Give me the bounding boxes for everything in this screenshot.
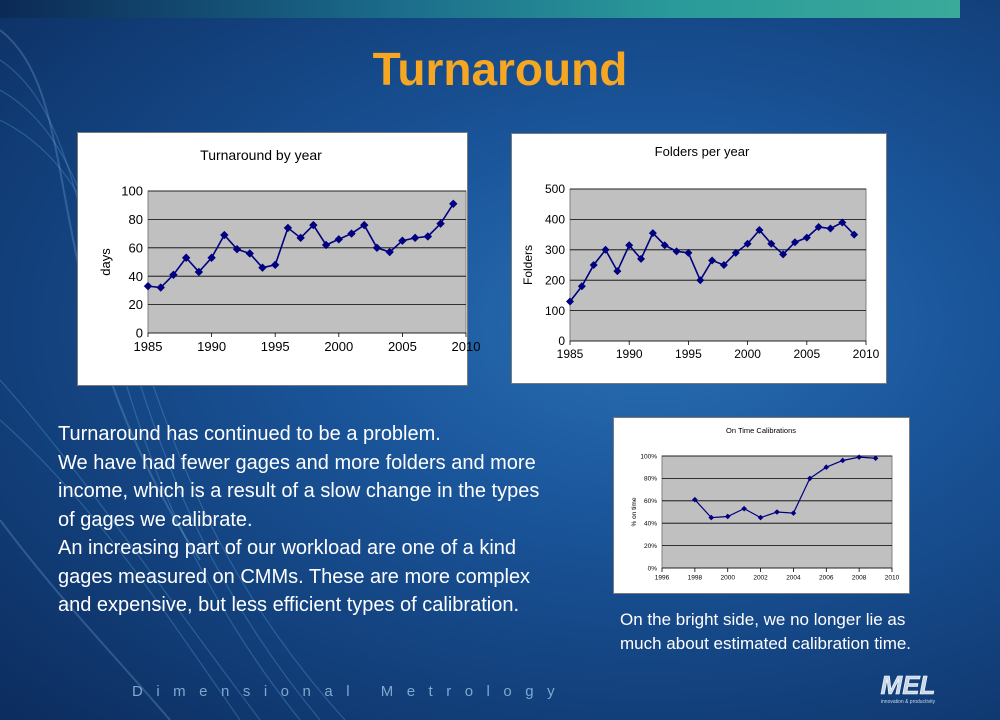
x-tick-label: 1990 — [197, 339, 227, 354]
logo-tagline: innovation & productivity — [880, 699, 936, 705]
folders-chart-svg — [512, 134, 886, 383]
x-tick-label: 2000 — [720, 574, 735, 582]
y-tick-label: 300 — [544, 243, 565, 257]
x-tick-label: 2002 — [753, 574, 768, 582]
body-paragraph-2: We have had fewer gages and more folders and more income, which is a result of a slow change in the types of gages we calibrate. — [58, 451, 540, 531]
y-tick-label: 0 — [558, 334, 565, 349]
y-tick-label: 100 — [121, 183, 143, 199]
x-tick-label: 2008 — [851, 574, 867, 582]
slide-title: Turnaround — [372, 43, 628, 95]
y-tick-label: 20 — [128, 297, 143, 313]
y-tick-label: 60% — [643, 498, 657, 506]
chart-title: Folders per year — [654, 144, 750, 159]
y-tick-label: 80 — [128, 211, 143, 227]
body-paragraph-1: Turnaround has continued to be a problem. — [58, 423, 441, 445]
y-tick-label: 40% — [643, 520, 657, 528]
logo-text: MEL — [880, 670, 936, 700]
y-tick-label: 20% — [643, 542, 657, 550]
x-tick-label: 2006 — [819, 574, 834, 582]
y-tick-label: 200 — [544, 273, 565, 288]
x-tick-label: 2004 — [786, 574, 801, 582]
y-tick-label: 80% — [643, 475, 657, 483]
turnaround-chart-svg — [78, 133, 481, 385]
x-tick-label: 2005 — [793, 347, 821, 361]
y-tick-label: 0 — [135, 325, 143, 341]
x-tick-label: 1995 — [260, 339, 290, 354]
chart-title: Turnaround by year — [200, 147, 322, 163]
y-tick-label: 0% — [647, 565, 657, 573]
y-tick-label: 40 — [128, 268, 143, 284]
x-tick-label: 1990 — [615, 347, 643, 361]
x-tick-label: 2000 — [734, 347, 761, 361]
y-tick-label: 500 — [544, 182, 565, 197]
y-axis-label: % on time — [631, 497, 638, 527]
folders-chart — [511, 133, 887, 384]
y-axis-label: days — [98, 248, 113, 276]
x-tick-label: 2010 — [884, 574, 900, 582]
ontime-chart — [613, 417, 910, 594]
side-note: On the bright side, we no longer lie as much about estimated calibration time. — [620, 610, 912, 653]
footer-text: Dimensional Metrology — [132, 683, 569, 700]
x-tick-label: 2010 — [852, 347, 880, 361]
y-axis-label: Folders — [521, 244, 535, 286]
x-tick-label: 1985 — [556, 347, 584, 361]
mel-logo — [874, 670, 942, 706]
x-tick-label: 1996 — [654, 574, 670, 582]
x-tick-label: 2005 — [387, 339, 417, 354]
turnaround-chart — [77, 132, 481, 386]
x-tick-label: 1998 — [687, 574, 703, 582]
ontime-chart-svg — [614, 418, 909, 593]
x-tick-label: 2010 — [451, 339, 481, 354]
chart-title: On Time Calibrations — [725, 426, 797, 435]
body-paragraph-3: An increasing part of our workload are one of a kind gages measured on CMMs. These are more complex and expensive, but less efficient types of calibration. — [58, 537, 531, 616]
plot-area — [148, 191, 466, 333]
y-tick-label: 400 — [544, 212, 565, 227]
y-tick-label: 60 — [128, 240, 143, 256]
y-tick-label: 100 — [544, 303, 565, 318]
x-tick-label: 1985 — [133, 339, 163, 354]
body-text — [58, 420, 558, 620]
x-tick-label: 1995 — [675, 347, 702, 361]
x-tick-label: 2000 — [324, 339, 354, 354]
y-tick-label: 100% — [640, 453, 657, 461]
